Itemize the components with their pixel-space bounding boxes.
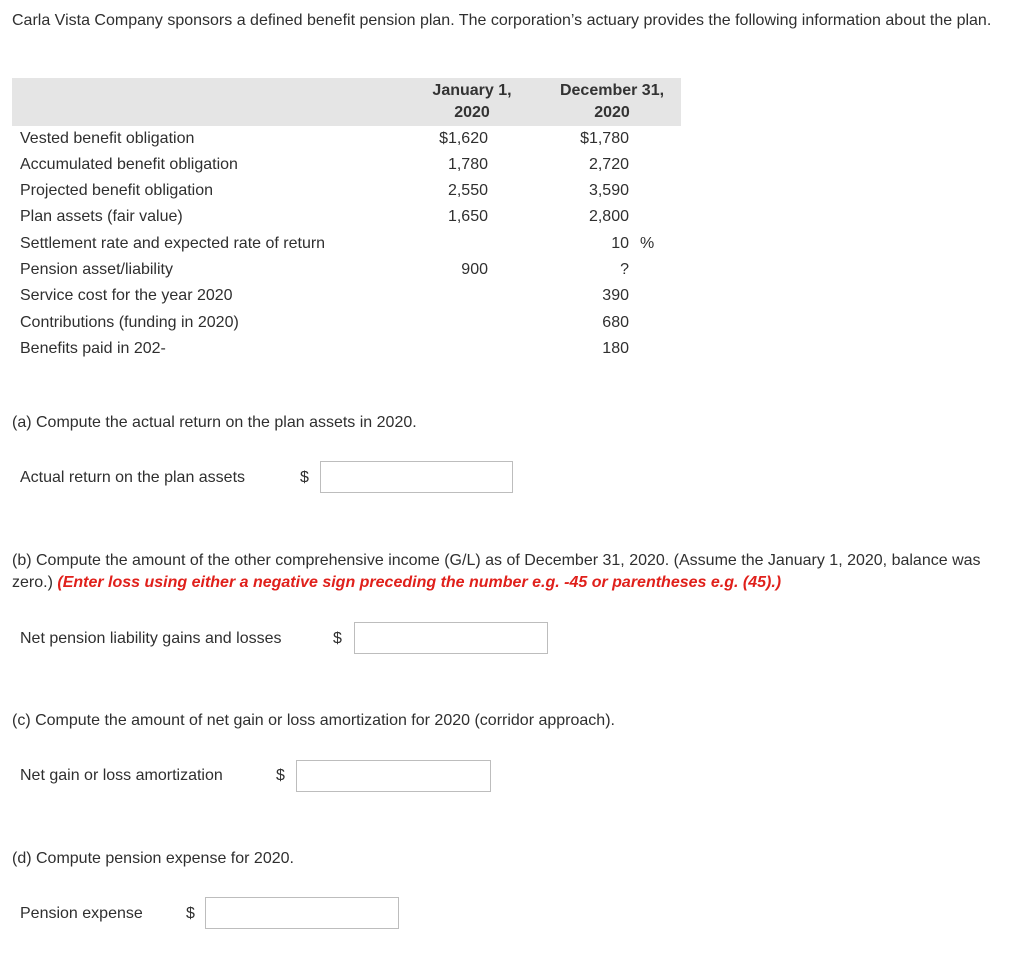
row-value-dec: 2,800 bbox=[588, 208, 629, 225]
col-header-dec: December 31, 2020 bbox=[559, 82, 665, 121]
row-label: Projected benefit obligation bbox=[20, 182, 214, 199]
currency-symbol: $ bbox=[300, 469, 309, 486]
currency-symbol: $ bbox=[333, 630, 342, 647]
pension-expense-input[interactable] bbox=[205, 897, 399, 929]
answer-label-c: Net gain or loss amortization bbox=[20, 767, 223, 784]
col-header-jan: January 1, 2020 bbox=[432, 82, 512, 121]
row-value-jan: 1,650 bbox=[447, 208, 488, 225]
actual-return-input[interactable] bbox=[320, 461, 513, 493]
row-value-dec: 180 bbox=[602, 340, 629, 357]
question-b-text: (b) Compute the amount of the other comprehensive income (G/L) as of December 31, 2020. (Assume the January 1, 2020, balance was zero.) bbox=[12, 552, 981, 591]
row-value-dec: 3,590 bbox=[588, 182, 629, 199]
answer-label-a: Actual return on the plan assets bbox=[20, 469, 246, 486]
row-label: Contributions (funding in 2020) bbox=[20, 314, 239, 331]
question-a: (a) Compute the actual return on the plan assets in 2020. bbox=[12, 414, 417, 431]
answer-label-d: Pension expense bbox=[20, 905, 143, 922]
table-row bbox=[20, 208, 720, 234]
question-b-instruction: (Enter loss using either a negative sign preceding the number e.g. -45 or parentheses e.g. (45).) bbox=[57, 574, 782, 591]
row-label: Accumulated benefit obligation bbox=[20, 156, 238, 173]
question-c: (c) Compute the amount of net gain or loss amortization for 2020 (corridor approach). bbox=[12, 712, 615, 729]
table-row bbox=[20, 261, 720, 287]
table-row bbox=[20, 287, 720, 313]
row-label: Vested benefit obligation bbox=[20, 130, 195, 147]
currency-symbol: $ bbox=[186, 905, 195, 922]
row-label: Plan assets (fair value) bbox=[20, 208, 183, 225]
gain-loss-amortization-input[interactable] bbox=[296, 760, 491, 792]
row-value-jan: 2,550 bbox=[447, 182, 488, 199]
table-row bbox=[20, 130, 720, 156]
row-value-dec: 2,720 bbox=[588, 156, 629, 173]
row-value-jan: 900 bbox=[461, 261, 488, 278]
table-row bbox=[20, 235, 720, 261]
question-b bbox=[12, 550, 1012, 594]
row-value-jan: 1,780 bbox=[447, 156, 488, 173]
question-d: (d) Compute pension expense for 2020. bbox=[12, 850, 294, 867]
row-label: Pension asset/liability bbox=[20, 261, 173, 278]
percent-suffix: % bbox=[640, 235, 655, 252]
row-value-dec: ? bbox=[620, 261, 629, 278]
intro-text: Carla Vista Company sponsors a defined benefit pension plan. The corporation’s actuary provides the following information about the plan. bbox=[12, 12, 992, 29]
answer-label-b: Net pension liability gains and losses bbox=[20, 630, 282, 647]
row-value-dec: 680 bbox=[602, 314, 629, 331]
table-header bbox=[12, 78, 681, 126]
table-row bbox=[20, 156, 720, 182]
currency-symbol: $ bbox=[276, 767, 285, 784]
table-row bbox=[20, 314, 720, 340]
net-pension-gains-losses-input[interactable] bbox=[354, 622, 548, 654]
row-value-dec: $1,780 bbox=[580, 130, 629, 147]
table-row bbox=[20, 340, 720, 366]
row-value-dec: 10 bbox=[611, 235, 629, 252]
row-label: Service cost for the year 2020 bbox=[20, 287, 233, 304]
row-label: Benefits paid in 202- bbox=[20, 340, 166, 357]
table-row bbox=[20, 182, 720, 208]
row-value-jan: $1,620 bbox=[439, 130, 488, 147]
row-value-dec: 390 bbox=[602, 287, 629, 304]
row-label: Settlement rate and expected rate of return bbox=[20, 235, 326, 252]
